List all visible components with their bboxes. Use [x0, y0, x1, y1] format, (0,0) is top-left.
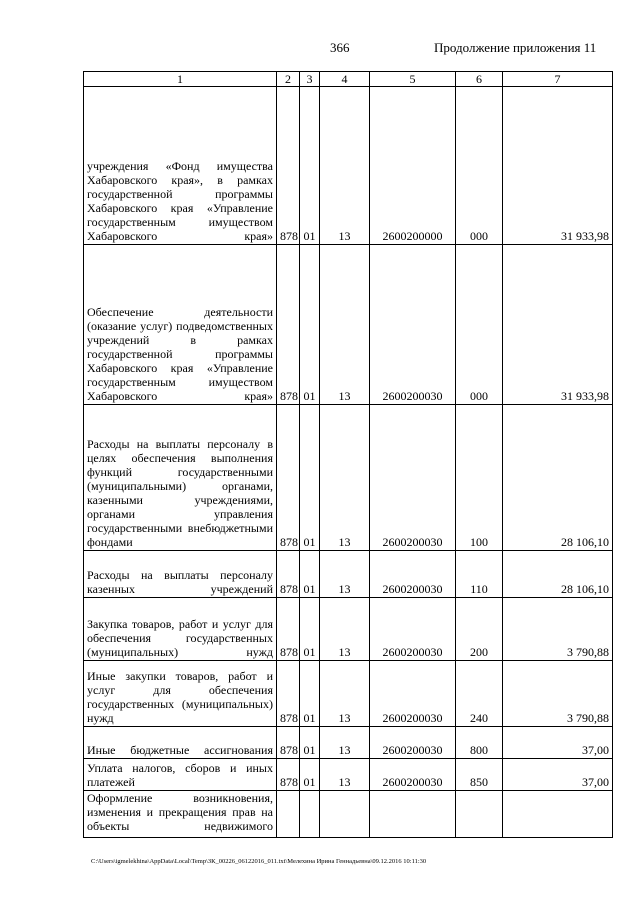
cell-target-article: 2600200030: [370, 661, 456, 727]
cell-target-article: 2600200030: [370, 405, 456, 551]
cell-expense-type: 850: [456, 759, 503, 791]
cell-section: 01: [300, 405, 320, 551]
cell-expense-type: 000: [456, 87, 503, 245]
table-row: [84, 791, 613, 838]
cell-amount: 28 106,10: [503, 551, 613, 598]
cell-ministry: 878: [277, 405, 300, 551]
cell-section: 01: [300, 245, 320, 405]
col-header-3: 3: [300, 72, 320, 87]
cell-target-article: 2600200030: [370, 551, 456, 598]
cell-subsection: 13: [320, 661, 370, 727]
row-description: учреждения «Фонд имущества Хабаровского края», в рамках государственной программы Хабаровского края «Управление государственным имуществом Хабаровского края»: [84, 87, 277, 245]
cell-ministry: 878: [277, 87, 300, 245]
cell-subsection: 13: [320, 245, 370, 405]
cell-target-article: [370, 791, 456, 838]
cell-section: 01: [300, 598, 320, 661]
cell-target-article: 2600200030: [370, 598, 456, 661]
cell-amount: 37,00: [503, 759, 613, 791]
cell-expense-type: 240: [456, 661, 503, 727]
cell-section: 01: [300, 661, 320, 727]
cell-expense-type: [456, 791, 503, 838]
cell-section: 01: [300, 87, 320, 245]
cell-target-article: 2600200030: [370, 727, 456, 759]
cell-section: 01: [300, 727, 320, 759]
cell-section: 01: [300, 551, 320, 598]
continuation-title: Продолжение приложения 11: [434, 40, 597, 55]
row-description: Закупка товаров, работ и услуг для обеспечения государственных (муниципальных) нужд: [84, 598, 277, 661]
cell-amount: 3 790,88: [503, 661, 613, 727]
cell-amount: [503, 791, 613, 838]
cell-subsection: 13: [320, 405, 370, 551]
cell-ministry: 878: [277, 661, 300, 727]
cell-amount: 31 933,98: [503, 245, 613, 405]
table-row: [84, 727, 613, 759]
cell-expense-type: 000: [456, 245, 503, 405]
cell-subsection: 13: [320, 727, 370, 759]
cell-subsection: [320, 791, 370, 838]
cell-ministry: 878: [277, 727, 300, 759]
cell-subsection: 13: [320, 551, 370, 598]
row-description: Иные бюджетные ассигнования: [84, 727, 277, 759]
cell-subsection: 13: [320, 759, 370, 791]
cell-expense-type: 200: [456, 598, 503, 661]
budget-table: [83, 71, 613, 838]
cell-ministry: 878: [277, 245, 300, 405]
cell-target-article: 2600200030: [370, 759, 456, 791]
cell-ministry: 878: [277, 759, 300, 791]
cell-ministry: [277, 791, 300, 838]
cell-expense-type: 800: [456, 727, 503, 759]
cell-amount: 31 933,98: [503, 87, 613, 245]
table-row: [84, 245, 613, 405]
cell-ministry: 878: [277, 598, 300, 661]
cell-amount: 37,00: [503, 727, 613, 759]
row-description: Обеспечение деятельности (оказание услуг) подведомственных учреждений в рамках государственной программы Хабаровского края «Управление государственным имуществом Хабаровского края»: [84, 245, 277, 405]
table-row: [84, 551, 613, 598]
cell-expense-type: 110: [456, 551, 503, 598]
document-footer-path: C:\Users\igmelekhina\AppData\Local\Temp\ЗК_00226_06122016_011.txt\Мелехина Ирина Геннадьевна\09.12.2016 10:11:30: [91, 858, 427, 865]
header-row: [84, 72, 613, 87]
cell-subsection: 13: [320, 598, 370, 661]
col-header-6: 6: [456, 72, 503, 87]
col-header-1: 1: [84, 72, 277, 87]
cell-amount: 28 106,10: [503, 405, 613, 551]
cell-target-article: 2600200000: [370, 87, 456, 245]
table-row: [84, 87, 613, 245]
row-description: Оформление возникновения, изменения и прекращения прав на объекты недвижимого: [84, 791, 277, 838]
col-header-2: 2: [277, 72, 300, 87]
row-description: Расходы на выплаты персоналу в целях обеспечения выполнения функций государственными (муниципальными) органами, казенными учреждениями, органами управления государственными внебюджетными фондами: [84, 405, 277, 551]
cell-section: [300, 791, 320, 838]
col-header-5: 5: [370, 72, 456, 87]
table-row: [84, 759, 613, 791]
cell-expense-type: 100: [456, 405, 503, 551]
cell-amount: 3 790,88: [503, 598, 613, 661]
table-row: [84, 661, 613, 727]
cell-section: 01: [300, 759, 320, 791]
page-number: 366: [330, 40, 350, 55]
row-description: Иные закупки товаров, работ и услуг для обеспечения государственных (муниципальных) нужд: [84, 661, 277, 727]
table-row: [84, 405, 613, 551]
row-description: Уплата налогов, сборов и иных платежей: [84, 759, 277, 791]
col-header-7: 7: [503, 72, 613, 87]
cell-ministry: 878: [277, 551, 300, 598]
col-header-4: 4: [320, 72, 370, 87]
cell-subsection: 13: [320, 87, 370, 245]
row-description: Расходы на выплаты персоналу казенных учреждений: [84, 551, 277, 598]
cell-target-article: 2600200030: [370, 245, 456, 405]
table-row: [84, 598, 613, 661]
